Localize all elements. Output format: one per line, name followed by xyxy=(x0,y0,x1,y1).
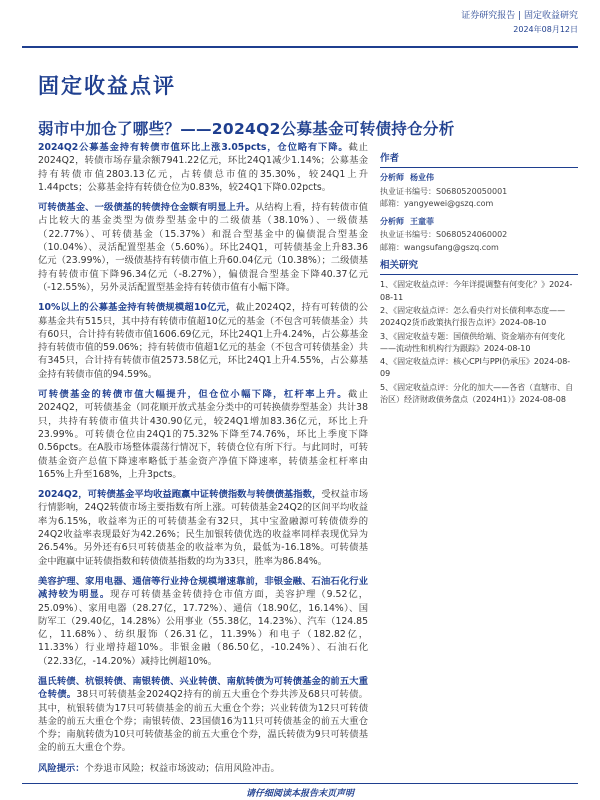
analyst-line xyxy=(380,172,578,184)
authors-heading: 作者 xyxy=(380,153,578,168)
related-heading: 相关研究 xyxy=(380,260,578,275)
related-item[interactable]: 1、《固定收益点评：今年详提调整有何变化？》2024-08-11 xyxy=(380,280,573,302)
analyst-email[interactable]: 邮箱：yangyewei@gszq.com xyxy=(380,198,494,208)
page-title: 弱市中加仓了哪些？——2024Q2公募基金可转债持仓分析 xyxy=(38,120,455,138)
paragraph-lead: 美容护理、家用电器、通信等行业持仓规模增速靠前，非银金融、石油石化行业减持较为明显。 xyxy=(38,575,368,601)
paragraph xyxy=(38,201,368,294)
related-item[interactable]: 5、《固定收益点评：分化的加大——各省（直辖市、自治区）经济财政债务盘点（2024H1）》2024-08-08 xyxy=(380,382,574,405)
main-content xyxy=(38,141,368,782)
risk-lead: 风险提示： xyxy=(38,762,85,774)
analyst-name: 王童菲 xyxy=(410,217,434,227)
paragraph-lead: 可转债基金、一级债基的转债持仓金额有明显上升。 xyxy=(38,202,255,214)
paragraph-body: 截止2024Q2，可转债基金（同花顺开放式基金分类中的可转换债券型基金）共计38只，共持有转债市值共计430.90亿元，较24Q1增加83.36亿元，环比上升23.99%。可转债仓位由24Q1的75.32%下降至74.76%，环比上季度下降0.56pcts。在A股市场整体震荡行情况下，转债仓位有所下行。与此同时，可转债基金资产总值下降速率略低于基金资产净值下降速率，转债基金杠杆率由165%上升至168%，上升3pcts。 xyxy=(38,389,368,480)
paragraph-lead: 可转债基金的转债市值大幅提升，但仓位小幅下降，杠杆率上升。 xyxy=(38,389,348,401)
paragraph-body: 从结构上看，持有转债市值占比较大的基金类型为债券型基金中的二级债基（38.10%）、一级债基（22.77%）、可转债基金（15.37%）和混合型基金中的偏债混合型基金（10.04%）、灵活配置型基金（5.60%）。环比24Q1，可转债基金上升83.36亿元（23.99%），一级债基持有转债市值上升60.04亿元（10.38%）；二级债基持有转债市值下降96.34亿元（-8.27%），偏债混合型基金下降40.37亿元（-12.55%），另外灵活配置型基金持有转债市值有小幅下降。 xyxy=(38,202,368,293)
paragraph-body: 截止2024Q2，持有可转债的公募基金共有515只，其中持有转债市值超10亿元的基金（不包含可转债基金）共有60只，合计持有转债市值1606.69亿元，环比24Q1上升4.24%，占公募基金持有转债市值的59.06%；持有转债市值超1亿元的基金（不包含可转债基金）共有345只，合计持有转债市值2573.58亿元，环比24Q1上升4.55%，占公募基金持有转债市值的94.59%。 xyxy=(38,302,368,380)
header-divider xyxy=(22,46,578,48)
paragraph xyxy=(38,301,368,381)
footer-divider xyxy=(22,783,578,784)
related-item[interactable]: 3、《固定收益专题：国债供给端、资金端亦有何变化——流动性和机构行为跟踪》2024-08-10 xyxy=(380,331,566,353)
paragraph-body: 受权益市场行情影响，24Q2转债市场主要指数有所上涨。可转债基金24Q2的区间平均收益率为6.15%，收益率为正的可转债基金有32只，其中宝盈融源可转债债券的24Q2收益率表现最好为42.26%；民生加银转债优选的收益率同样表现优异为26.54%。另外还有6只可转债基金的收益率为负，最低为-16.18%。可转债基金中跑赢中证转债指数和转债债基指数的均为33只，胜率为86.84%。 xyxy=(38,489,368,567)
analyst-email[interactable]: 邮箱：wangsufang@gszq.com xyxy=(380,242,499,252)
paragraph-lead: 2024Q2公募基金持有转债市值环比上涨3.05pcts，仓位略有下降。 xyxy=(38,142,349,153)
doc-type: 固定收益点评 xyxy=(38,74,176,98)
paragraph xyxy=(38,141,368,194)
paragraph-body: 38只可转债基金2024Q2持有的前五大重仓个券共涉及68只可转债。其中，杭银转债为17只可转债基金的前五大重仓个券；兴业转债为12只可转债基金的前五大重仓个券；南银转债、23国债16为11只可转债基金的前五大重仓个券；南航转债为10只可转债基金的前五大重仓个券，温氏转债为9只可转债基金的前五大重仓个券。 xyxy=(38,689,368,754)
risk-body: 个券退市风险；权益市场波动；信用风险冲击。 xyxy=(84,762,280,774)
footer-disclaimer: 请仔细阅读本报告末页声明 xyxy=(245,789,354,799)
analyst-line xyxy=(380,216,578,228)
analyst-license: 执业证书编号：S0680520050001 xyxy=(380,186,508,196)
related-item[interactable]: 4、《固定收益点评：核心CPI与PPI仍承压》2024-08-09 xyxy=(380,357,571,379)
paragraph-body: 现存可转债基金转债持仓市值方面，美容护理（9.52亿，25.09%）、家用电器（28.27亿，17.72%）、通信（18.90亿，16.14%）、国防军工（29.40亿，14.28%）公用事业（55.38亿，14.23%）、汽车（124.85亿，11.68%）、纺织服饰（26.31亿，11.39%）和电子（182.82亿，11.33%）行业增持超10%。非银金融（86.50亿，-10.24%）、石油石化（22.33亿，-14.20%）减持比例超10%。 xyxy=(38,589,368,667)
related-item[interactable]: 2、《固定收益点评：怎么看央行对长债利率态度——2024Q2货币政策执行报告点评》2024-08-10 xyxy=(380,305,566,328)
analyst-role: 分析师 xyxy=(380,173,404,183)
report-category: 证券研究报告 | 固定收益研究 xyxy=(461,11,578,21)
paragraph xyxy=(38,488,368,568)
paragraph-lead: 10%以上的公募基金持有转债规模超10亿元， xyxy=(38,302,236,314)
analyst-name: 杨业伟 xyxy=(410,173,434,183)
sidebar xyxy=(380,153,578,407)
paragraph-lead: 2024Q2，可转债基金平均收益跑赢中证转债指数与转债债基指数， xyxy=(38,489,322,501)
report-date: 2024年08月12日 xyxy=(513,25,578,34)
paragraph-lead: 温氏转债、杭银转债、南银转债、兴业转债、南航转债为可转债基金的前五大重仓转债。 xyxy=(38,675,368,701)
report-header xyxy=(461,9,578,37)
analyst-role: 分析师 xyxy=(380,217,404,227)
paragraph xyxy=(38,388,368,481)
paragraph-body: 截止2024Q2，转债市场存量余额7941.22亿元，环比24Q1减少1.14%；公募基金持有转债市值2803.13亿元，占转债总市值的35.30%，较24Q1上升1.44pcts；公募基金持有转债仓位为0.83%，较24Q1下降0.02pcts。 xyxy=(38,142,368,193)
paragraph xyxy=(38,575,368,668)
paragraph xyxy=(38,675,368,755)
risk-note xyxy=(38,762,368,775)
analyst-license: 执业证书编号：S0680524060002 xyxy=(380,230,508,240)
